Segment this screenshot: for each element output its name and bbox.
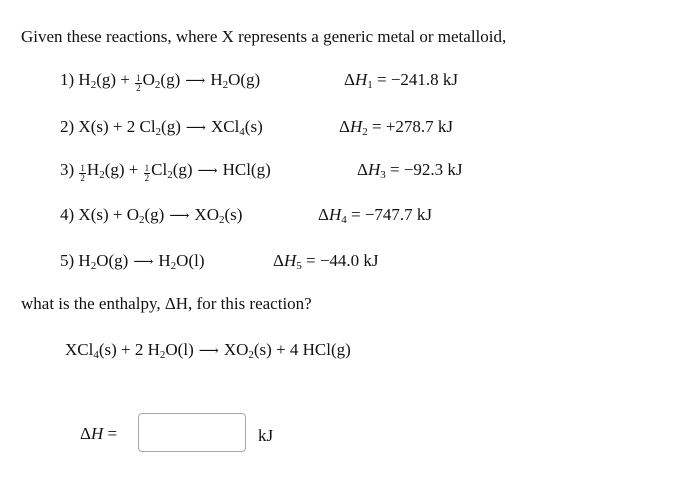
fraction-half: $\frac{1}{2}$ [144,163,150,183]
reaction-1-value: −241.8 kJ [390,70,459,89]
reaction-2-number: 2) [60,117,75,136]
reaction-2-equation: 2) X(s) + 2 $Cl_2(g)$ ⟶ XCl$_4$(s) [60,117,263,138]
target-reaction: XCl$_4$(s) + 2 $H_2O(l)$ ⟶ $XO_2(s) + 4$ HCl(g) [65,340,351,361]
reaction-3-number: 3) [60,160,75,179]
arrow-icon: ⟶ [133,255,154,270]
reaction-5-equation: 5) $H_2O(g)$ ⟶ $H_2O(l)$ [60,251,205,272]
intro-text: Given these reactions, where X represents a generic metal or metalloid, [21,27,507,46]
reaction-4-enthalpy: $\Delta H_4 = -747.7$ kJ [318,205,433,226]
reaction-4-value: −747.7 kJ [364,205,433,224]
answer-label: ΔH = [80,424,118,443]
answer-input[interactable] [138,413,246,452]
reaction-2-enthalpy: $\Delta H_2 = +278.7$ kJ [339,117,454,138]
arrow-icon: ⟶ [185,74,206,89]
reaction-5-number: 5) [60,251,75,270]
reaction-1-number: 1) [60,70,75,89]
fraction-half: $\frac{1}{2}$ [80,163,85,183]
reaction-5-value: −44.0 kJ [319,251,379,270]
arrow-icon: ⟶ [169,209,190,224]
arrow-icon: ⟶ [197,164,218,179]
reaction-3-enthalpy: $\Delta H_3 = -92.3$ kJ [357,160,463,181]
question-text: what is the enthalpy, ΔH, for this reaction? [21,294,312,313]
arrow-icon: ⟶ [198,344,219,359]
reaction-3-value: −92.3 kJ [403,160,463,179]
reaction-1-equation: 1) $H_2(g)$ + $\frac{1}{2}$ $O_2(g)$ ⟶ $H_2O(g)$ [60,70,261,93]
fraction-half: $\frac{1}{2}$ [136,73,141,93]
reaction-1-enthalpy: $\Delta H_1 = -241.8$ kJ [344,70,459,91]
reaction-2-value: +278.7 kJ [385,117,454,136]
answer-unit: kJ [258,426,274,445]
arrow-icon: ⟶ [185,121,206,136]
reaction-3-equation: 3) $\frac{1}{2}$ $H_2(g)$ + $\frac{1}{2}$ $Cl_2(g)$ ⟶ HCl(g) [60,160,271,183]
reaction-4-number: 4) [60,205,75,224]
reaction-4-equation: 4) $X(s) + O_2(g)$ ⟶ $XO_2(s)$ [60,205,243,226]
reaction-5-enthalpy: $\Delta H_5 = -44.0$ kJ [273,251,379,272]
